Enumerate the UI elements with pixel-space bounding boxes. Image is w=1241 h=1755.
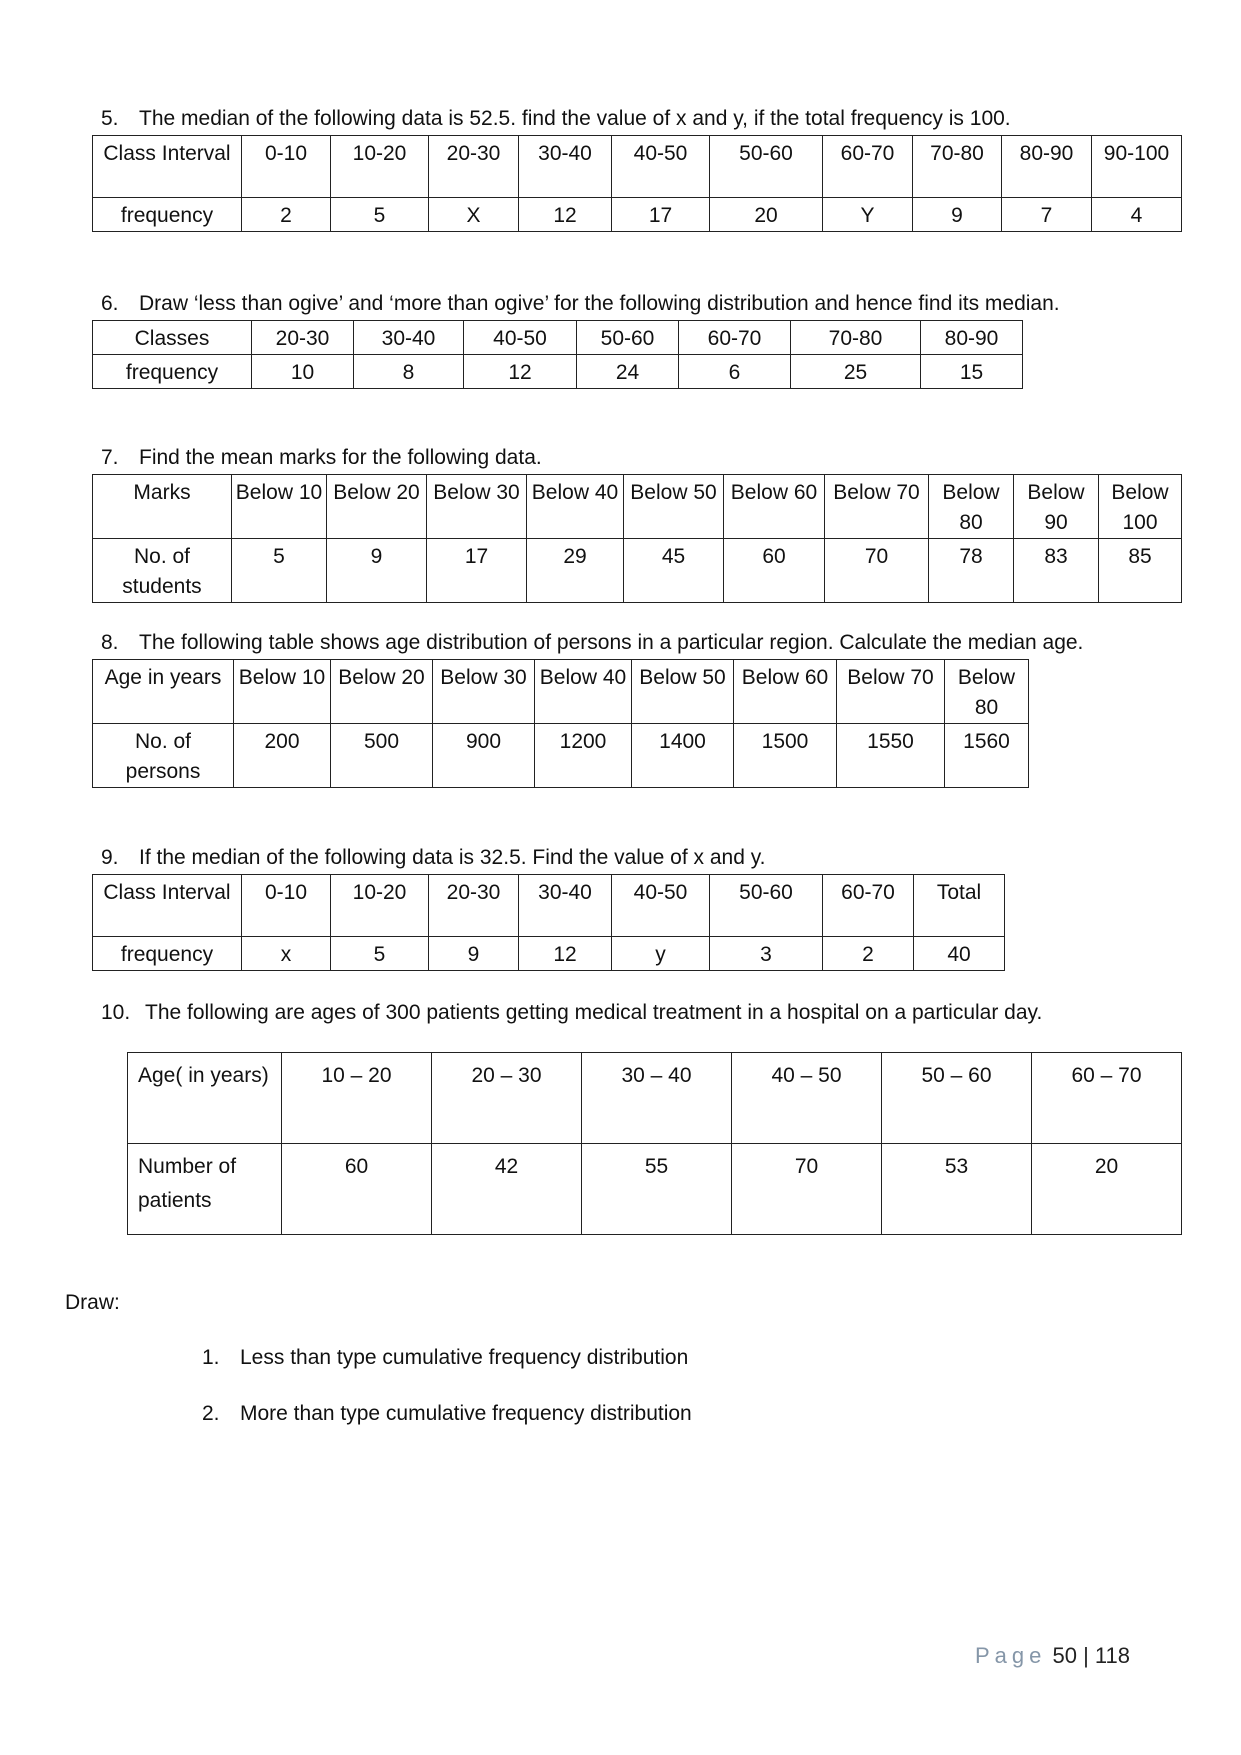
- table-cell: 17: [427, 539, 527, 603]
- q6-table: [92, 320, 1023, 389]
- table-cell: 20 – 30: [432, 1053, 582, 1144]
- table-cell: Age( in years): [128, 1053, 282, 1144]
- table-cell: 6: [679, 355, 791, 389]
- table-cell: 4: [1092, 198, 1182, 232]
- table-cell: 15: [921, 355, 1023, 389]
- table-cell: 50-60: [577, 321, 679, 355]
- table-cell: 80-90: [1002, 136, 1092, 198]
- question-number: 5.: [101, 107, 119, 130]
- table-cell: Below 20: [331, 660, 433, 724]
- table-cell: 0-10: [242, 136, 331, 198]
- table-cell: 60-70: [823, 136, 913, 198]
- question-number: 6.: [101, 292, 119, 315]
- table-cell: 17: [612, 198, 710, 232]
- table-cell: 500: [331, 724, 433, 788]
- question-text: The following table shows age distribution of persons in a particular region. Calculate the median age.: [139, 631, 1084, 654]
- q5-table: [92, 135, 1182, 232]
- table-cell: Class Interval: [93, 875, 242, 937]
- question-text: Draw ‘less than ogive’ and ‘more than ogive’ for the following distribution and hence find its median.: [139, 292, 1060, 315]
- table-cell: 42: [432, 1144, 582, 1235]
- table-cell: Below 30: [433, 660, 535, 724]
- table-cell: Number of patients: [128, 1144, 282, 1235]
- table-cell: 40: [914, 937, 1005, 971]
- table-cell: 1500: [734, 724, 837, 788]
- table-cell: 40-50: [612, 875, 710, 937]
- table-cell: 9: [913, 198, 1002, 232]
- table-cell: 5: [331, 937, 429, 971]
- table-cell: 20-30: [429, 136, 519, 198]
- table-cell: No. of persons: [93, 724, 234, 788]
- table-cell: 50 – 60: [882, 1053, 1032, 1144]
- question-text: The following are ages of 300 patients getting medical treatment in a hospital on a particular day.: [145, 1001, 1043, 1024]
- table-cell: 24: [577, 355, 679, 389]
- list-text: Less than type cumulative frequency distribution: [240, 1346, 689, 1369]
- table-cell: 60 – 70: [1032, 1053, 1182, 1144]
- question-10: [101, 1001, 1042, 1025]
- table-cell: Marks: [93, 475, 232, 539]
- table-cell: x: [242, 937, 331, 971]
- table-cell: 50-60: [710, 136, 823, 198]
- table-cell: 70-80: [913, 136, 1002, 198]
- question-6: [101, 292, 1060, 316]
- table-cell: 78: [929, 539, 1014, 603]
- table-cell: 7: [1002, 198, 1092, 232]
- table-cell: Total: [914, 875, 1005, 937]
- table-cell: 55: [582, 1144, 732, 1235]
- q8-table: [92, 659, 1029, 788]
- table-cell: 30-40: [519, 875, 612, 937]
- table-cell: 40-50: [464, 321, 577, 355]
- table-cell: 90-100: [1092, 136, 1182, 198]
- table-cell: 50-60: [710, 875, 823, 937]
- table-cell: Below 20: [327, 475, 427, 539]
- table-cell: Below 50: [624, 475, 724, 539]
- table-cell: Below 40: [535, 660, 632, 724]
- table-cell: 12: [519, 198, 612, 232]
- table-cell: Classes: [93, 321, 252, 355]
- table-cell: 0-10: [242, 875, 331, 937]
- table-cell: 40 – 50: [732, 1053, 882, 1144]
- page-footer: [975, 1643, 1130, 1669]
- table-cell: 30 – 40: [582, 1053, 732, 1144]
- table-cell: 10 – 20: [282, 1053, 432, 1144]
- table-cell: 20: [710, 198, 823, 232]
- table-cell: 70-80: [791, 321, 921, 355]
- table-cell: Below 30: [427, 475, 527, 539]
- table-cell: X: [429, 198, 519, 232]
- table-cell: 83: [1014, 539, 1099, 603]
- table-cell: Below 70: [825, 475, 929, 539]
- table-cell: 900: [433, 724, 535, 788]
- list-number: 1.: [202, 1346, 220, 1369]
- table-cell: Below 60: [734, 660, 837, 724]
- table-cell: 1560: [945, 724, 1029, 788]
- table-cell: Below 100: [1099, 475, 1182, 539]
- table-cell: 45: [624, 539, 724, 603]
- table-cell: frequency: [93, 198, 242, 232]
- table-cell: Below 50: [632, 660, 734, 724]
- table-cell: frequency: [93, 937, 242, 971]
- table-cell: 85: [1099, 539, 1182, 603]
- table-cell: 2: [823, 937, 914, 971]
- page-word: Page: [975, 1643, 1047, 1668]
- list-number: 2.: [202, 1402, 220, 1425]
- table-cell: Class Interval: [93, 136, 242, 198]
- table-cell: 80-90: [921, 321, 1023, 355]
- table-cell: y: [612, 937, 710, 971]
- list-item: [202, 1346, 688, 1370]
- table-cell: 29: [527, 539, 624, 603]
- table-cell: Below 10: [232, 475, 327, 539]
- table-cell: 60-70: [823, 875, 914, 937]
- table-cell: 12: [464, 355, 577, 389]
- question-number: 9.: [101, 846, 119, 869]
- question-number: 10.: [101, 1001, 131, 1024]
- table-cell: 8: [354, 355, 464, 389]
- question-text: Find the mean marks for the following data.: [139, 446, 542, 469]
- draw-label: Draw:: [65, 1291, 120, 1314]
- table-cell: 9: [327, 539, 427, 603]
- question-number: 7.: [101, 446, 119, 469]
- table-cell: 5: [331, 198, 429, 232]
- q7-table: [92, 474, 1182, 603]
- q9-table: [92, 874, 1005, 971]
- question-9: [101, 846, 766, 870]
- table-cell: 60-70: [679, 321, 791, 355]
- table-cell: 70: [732, 1144, 882, 1235]
- table-cell: No. of students: [93, 539, 232, 603]
- page-number: 50 | 118: [1052, 1643, 1130, 1668]
- table-cell: 25: [791, 355, 921, 389]
- table-cell: 10: [252, 355, 354, 389]
- question-text: If the median of the following data is 32.5. Find the value of x and y.: [139, 846, 766, 869]
- table-cell: 20: [1032, 1144, 1182, 1235]
- list-item: [202, 1402, 692, 1426]
- table-cell: 53: [882, 1144, 1032, 1235]
- question-8: [101, 631, 1083, 655]
- table-cell: 10-20: [331, 136, 429, 198]
- table-cell: 40-50: [612, 136, 710, 198]
- q10-table: [127, 1052, 1182, 1235]
- question-7: [101, 446, 542, 470]
- table-cell: 9: [429, 937, 519, 971]
- list-text: More than type cumulative frequency distribution: [240, 1402, 692, 1425]
- table-cell: 60: [724, 539, 825, 603]
- table-cell: 20-30: [252, 321, 354, 355]
- table-cell: 20-30: [429, 875, 519, 937]
- table-cell: 30-40: [354, 321, 464, 355]
- table-cell: 200: [234, 724, 331, 788]
- question-5: [101, 107, 1011, 131]
- table-cell: 1200: [535, 724, 632, 788]
- table-cell: 3: [710, 937, 823, 971]
- table-cell: Y: [823, 198, 913, 232]
- table-cell: frequency: [93, 355, 252, 389]
- table-cell: 12: [519, 937, 612, 971]
- table-cell: Below 80: [945, 660, 1029, 724]
- question-text: The median of the following data is 52.5. find the value of x and y, if the total frequency is 100.: [139, 107, 1011, 130]
- table-cell: 60: [282, 1144, 432, 1235]
- table-cell: 30-40: [519, 136, 612, 198]
- table-cell: Age in years: [93, 660, 234, 724]
- question-number: 8.: [101, 631, 119, 654]
- table-cell: Below 90: [1014, 475, 1099, 539]
- table-cell: 10-20: [331, 875, 429, 937]
- table-cell: Below 70: [837, 660, 945, 724]
- table-cell: 1550: [837, 724, 945, 788]
- table-cell: 5: [232, 539, 327, 603]
- table-cell: Below 40: [527, 475, 624, 539]
- table-cell: 1400: [632, 724, 734, 788]
- table-cell: 70: [825, 539, 929, 603]
- table-cell: Below 80: [929, 475, 1014, 539]
- table-cell: Below 60: [724, 475, 825, 539]
- table-cell: 2: [242, 198, 331, 232]
- table-cell: Below 10: [234, 660, 331, 724]
